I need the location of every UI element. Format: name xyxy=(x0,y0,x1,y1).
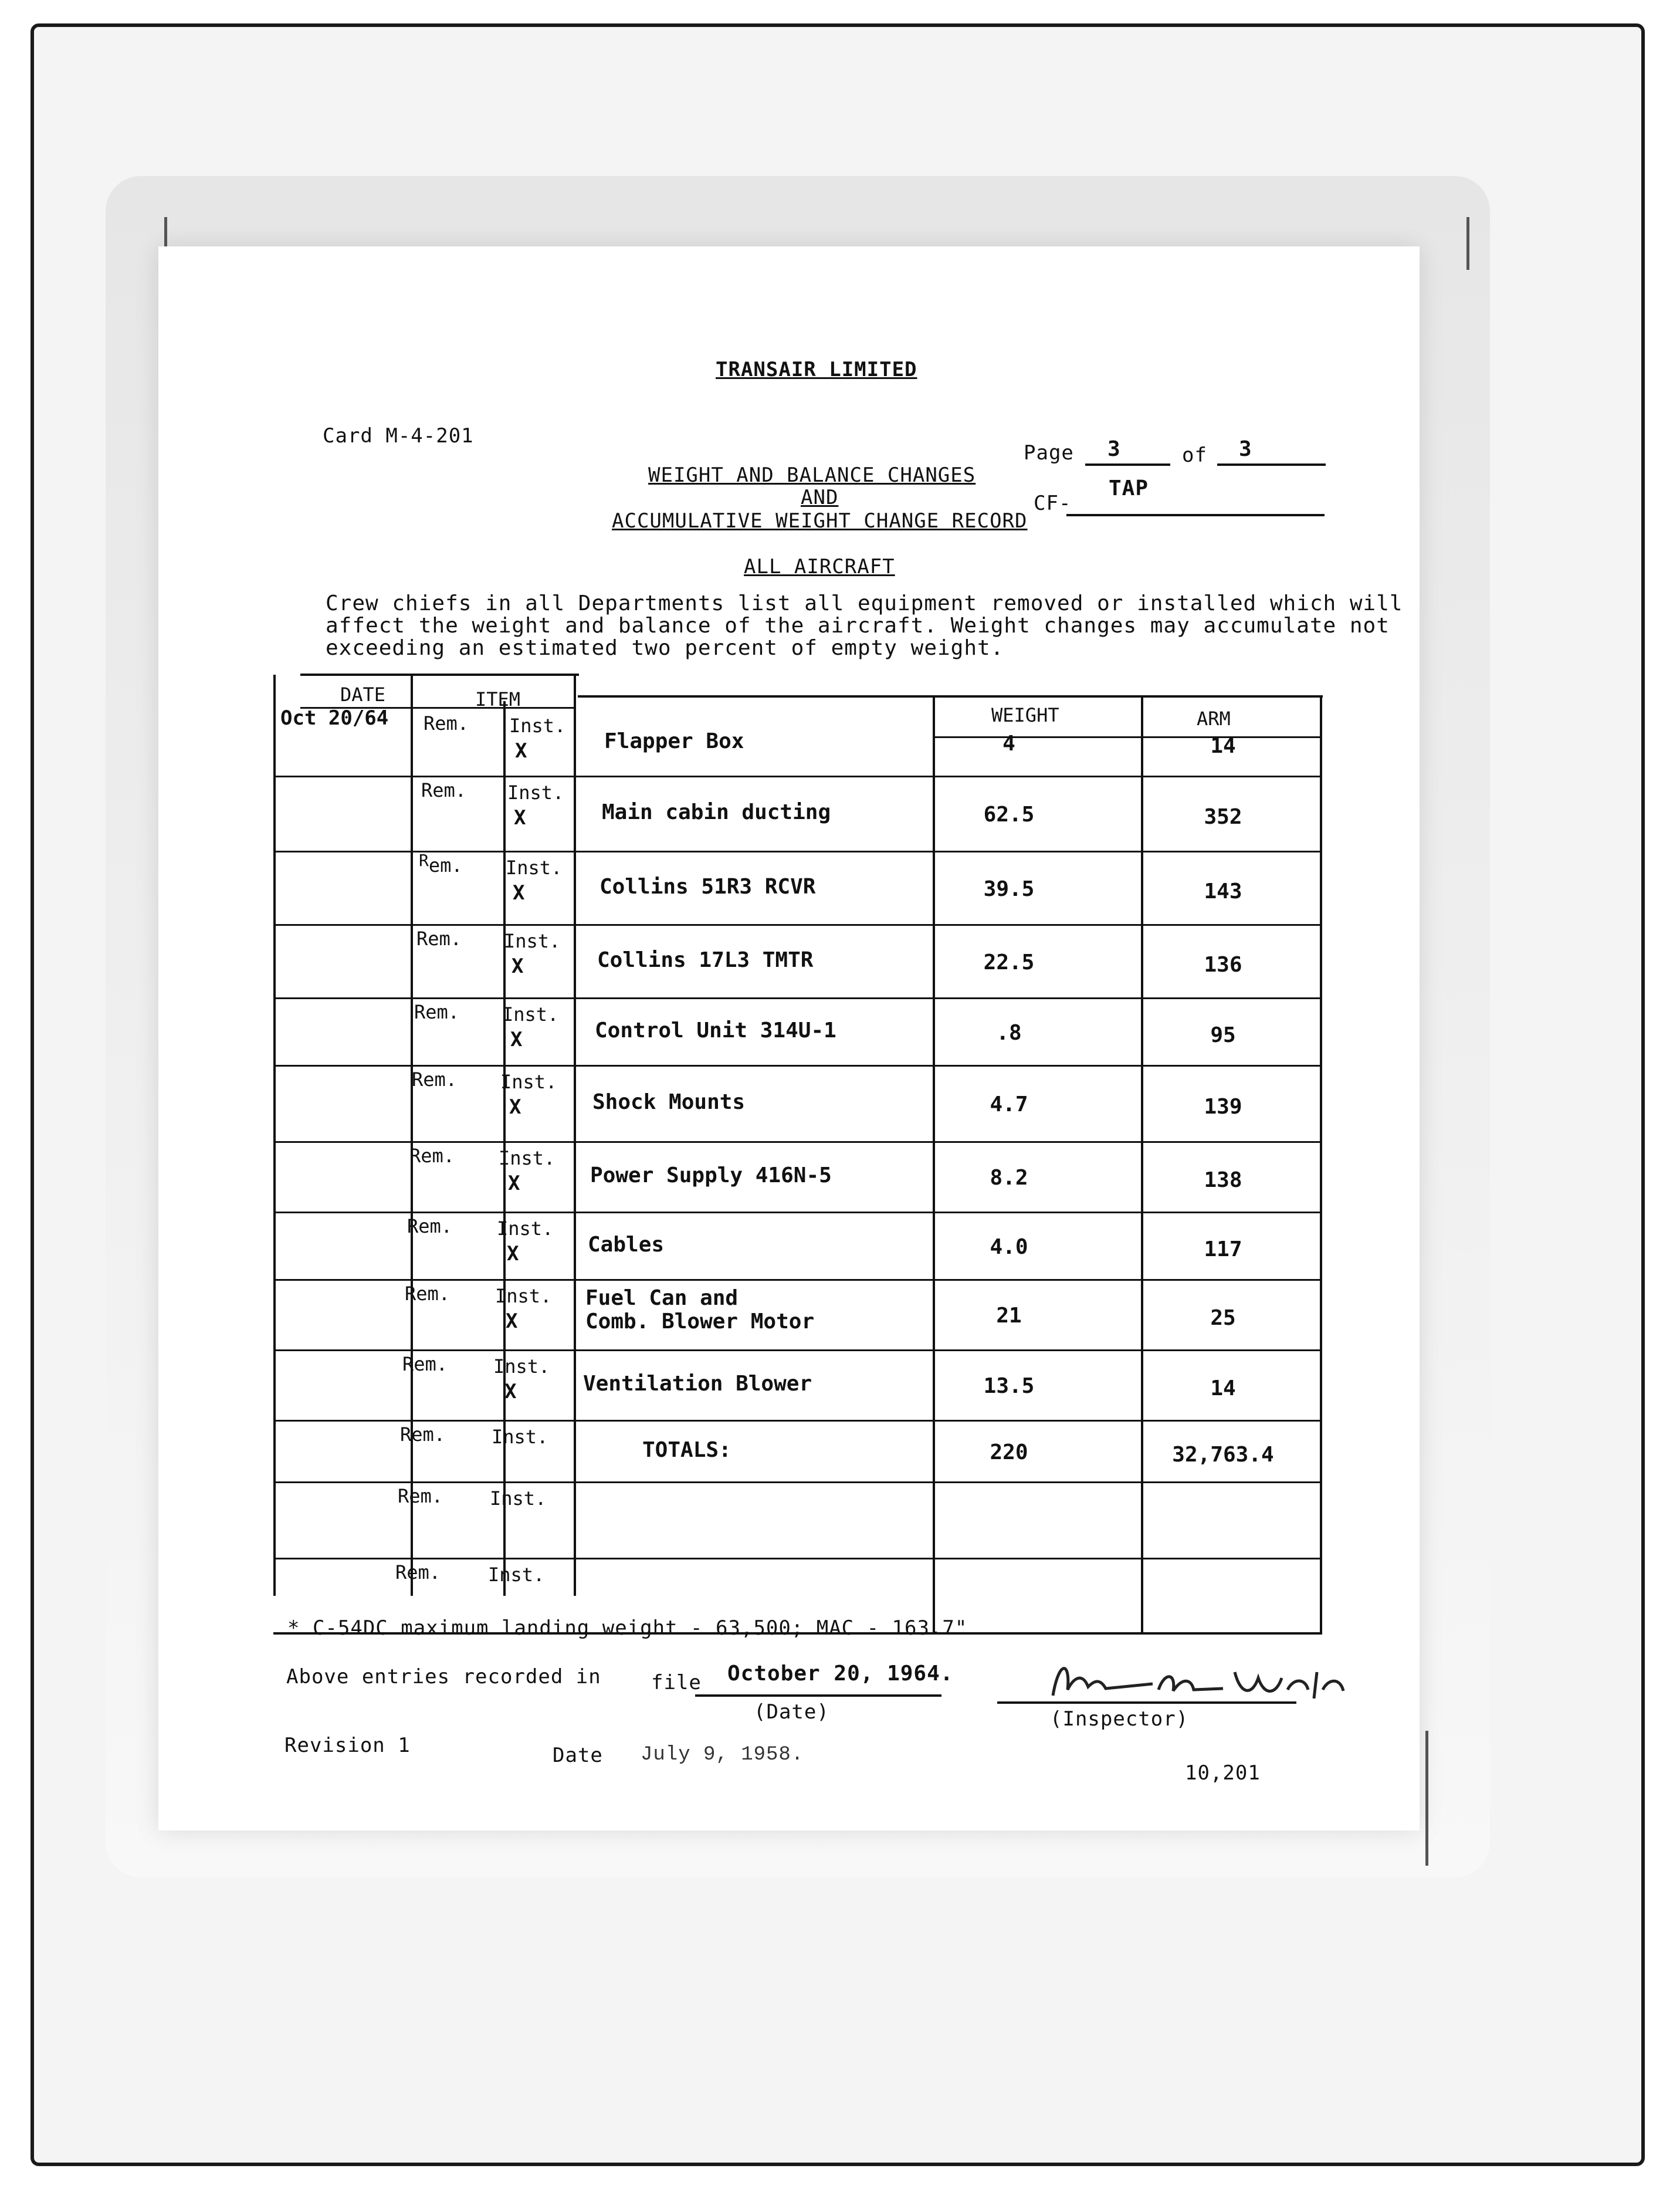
item-column-divider xyxy=(574,675,576,1596)
table-right-border xyxy=(1320,695,1322,1634)
date-column-divider xyxy=(411,675,413,1596)
row-separator xyxy=(273,924,1322,926)
arm-value: 95 xyxy=(1210,1023,1236,1047)
revision-label: Revision 1 xyxy=(284,1734,411,1757)
row-separator xyxy=(273,997,1322,999)
row-separator xyxy=(273,1558,1322,1559)
page-total: 3 xyxy=(1239,437,1252,461)
weight-value: 22.5 xyxy=(983,950,1035,975)
inst-label: Inst. xyxy=(506,857,563,879)
row-date: Oct 20/64 xyxy=(280,706,389,730)
table-top-border xyxy=(300,674,579,676)
inst-label: Inst. xyxy=(490,1487,547,1510)
arm-column-divider xyxy=(1141,695,1143,1634)
page-total-line xyxy=(1217,463,1326,466)
rem-label: Rem. xyxy=(402,1353,448,1375)
weight-column-divider xyxy=(933,695,935,1634)
footnote: * C-54DC maximum landing weight - 63,500; MAC - 163.7" xyxy=(287,1616,968,1640)
weight-value: 62.5 xyxy=(983,803,1035,827)
arm-value: 32,763.4 xyxy=(1172,1442,1274,1467)
item-description: Shock Mounts xyxy=(592,1090,746,1114)
arm-value: 352 xyxy=(1204,805,1242,829)
rem-label: Rem. xyxy=(407,1215,453,1237)
inst-label: Inst. xyxy=(507,781,564,804)
rem-label-rest: em. xyxy=(428,854,463,877)
inspector-caption: (Inspector) xyxy=(1050,1707,1189,1731)
item-description: Ventilation Blower xyxy=(583,1372,812,1396)
arm-value: 25 xyxy=(1210,1306,1236,1330)
header-date: DATE xyxy=(340,684,386,706)
arm-value: 136 xyxy=(1204,952,1242,977)
form-number: 10,201 xyxy=(1185,1761,1261,1785)
row-separator xyxy=(273,1279,1322,1281)
arm-value: 139 xyxy=(1204,1095,1242,1119)
rem-label: Rem. xyxy=(414,1001,460,1023)
instructions-line-3: exceeding an estimated two percent of empty weight. xyxy=(326,636,1004,660)
weight-value: 4.0 xyxy=(990,1234,1028,1259)
rem-label: Rem. xyxy=(405,1283,451,1305)
inst-label: Inst. xyxy=(497,1217,554,1240)
rem-label-raised-r: R xyxy=(419,851,429,870)
signature-scribble xyxy=(1047,1654,1352,1707)
weight-value: 39.5 xyxy=(983,877,1035,901)
item-description: Fuel Can and xyxy=(585,1286,739,1310)
installed-mark: X xyxy=(508,1172,520,1195)
cf-registration: TAP xyxy=(1109,476,1149,500)
page-no-line xyxy=(1085,463,1170,466)
installed-mark: X xyxy=(506,1310,518,1333)
item-description: Collins 17L3 TMTR xyxy=(597,948,814,972)
arm-value: 117 xyxy=(1204,1237,1242,1261)
installed-mark: X xyxy=(515,739,527,763)
item-description: Control Unit 314U-1 xyxy=(595,1018,836,1043)
installed-mark: X xyxy=(507,1242,519,1266)
row-separator xyxy=(273,1065,1322,1067)
of-label: of xyxy=(1182,444,1207,467)
installed-mark: X xyxy=(513,881,525,905)
arm-value: 138 xyxy=(1204,1168,1242,1192)
right-edge-line xyxy=(1425,1731,1428,1866)
item-description: Collins 51R3 RCVR xyxy=(599,874,816,899)
installed-mark: X xyxy=(504,1380,517,1403)
title-line-2: AND xyxy=(801,486,839,509)
cf-line xyxy=(1066,514,1325,516)
installed-mark: X xyxy=(509,1095,521,1119)
inspector-signature xyxy=(1047,1654,1352,1715)
row-separator xyxy=(273,1212,1322,1213)
weight-value: 220 xyxy=(990,1440,1028,1464)
weight-value: 13.5 xyxy=(983,1374,1035,1398)
installed-mark: X xyxy=(510,1028,523,1051)
header-arm: ARM xyxy=(1197,708,1231,730)
header-weight: WEIGHT xyxy=(991,704,1059,726)
inst-label: Inst. xyxy=(509,715,566,737)
item-description: Power Supply 416N-5 xyxy=(590,1163,832,1187)
title-line-1: WEIGHT AND BALANCE CHANGES xyxy=(648,463,976,487)
arm-value: 14 xyxy=(1210,734,1236,758)
rem-label: Rem. xyxy=(398,1485,443,1507)
revision-date: July 9, 1958. xyxy=(641,1744,804,1766)
page-label: Page xyxy=(1024,441,1074,465)
rem-label: Rem. xyxy=(416,928,462,950)
inst-label: Inst. xyxy=(499,1147,556,1169)
row-separator xyxy=(273,1141,1322,1143)
card-number: Card M-4-201 xyxy=(323,424,474,448)
inst-label: Inst. xyxy=(504,930,561,952)
table-top-border-right xyxy=(578,695,1323,698)
weight-value: 4.7 xyxy=(990,1092,1028,1116)
rem-label: Rem. xyxy=(424,712,469,735)
row-separator xyxy=(273,1481,1322,1483)
inst-label: Inst. xyxy=(495,1285,552,1307)
right-corner-mark xyxy=(1466,217,1469,270)
weight-value: 21 xyxy=(996,1304,1022,1328)
row-separator xyxy=(273,851,1322,852)
revision-date-label: Date xyxy=(553,1744,603,1767)
title-line-3: ACCUMULATIVE WEIGHT CHANGE RECORD xyxy=(612,509,1028,533)
weight-value: 8.2 xyxy=(990,1166,1028,1190)
weight-value: .8 xyxy=(996,1020,1022,1045)
instructions-line-1: Crew chiefs in all Departments list all equipment removed or installed which will xyxy=(326,591,1403,615)
row-separator xyxy=(273,1349,1322,1351)
header-item: ITEM xyxy=(475,688,521,710)
rem-label: Rem. xyxy=(421,779,467,801)
date-caption: (Date) xyxy=(754,1700,829,1724)
item-description: Cables xyxy=(588,1232,665,1257)
page-number: 3 xyxy=(1107,437,1121,461)
rem-label: Rem. xyxy=(409,1145,455,1167)
rem-label: Rem. xyxy=(395,1561,441,1584)
inst-label: Inst. xyxy=(488,1564,545,1586)
row-separator xyxy=(273,776,1322,777)
inst-label: Inst. xyxy=(493,1355,550,1378)
file-date-line xyxy=(695,1694,941,1697)
arm-value: 14 xyxy=(1210,1376,1236,1400)
inst-label: Inst. xyxy=(492,1426,548,1448)
cf-label: CF- xyxy=(1034,492,1072,515)
installed-mark: X xyxy=(514,806,526,830)
item-description: Main cabin ducting xyxy=(602,800,831,824)
inst-label: Inst. xyxy=(500,1071,557,1093)
installed-mark: X xyxy=(512,955,524,978)
inst-label: Inst. xyxy=(502,1003,559,1026)
instructions-line-2: affect the weight and balance of the aircraft. Weight changes may accumulate not xyxy=(326,614,1390,638)
rem-label: Rem. xyxy=(400,1423,446,1446)
rem-label xyxy=(419,851,463,877)
recorded-label: Above entries recorded in xyxy=(286,1665,601,1689)
arm-value: 143 xyxy=(1204,879,1242,904)
item-description: Flapper Box xyxy=(604,729,744,753)
file-label: file xyxy=(651,1671,702,1694)
weight-value: 4 xyxy=(1002,732,1015,756)
company-name: TRANSAIR LIMITED xyxy=(716,358,917,381)
table-left-border xyxy=(273,675,276,1596)
rem-label: Rem. xyxy=(412,1068,458,1091)
item-description: TOTALS: xyxy=(642,1437,731,1462)
scope-heading: ALL AIRCRAFT xyxy=(744,555,895,578)
file-date: October 20, 1964. xyxy=(727,1662,954,1686)
item-description-line-2: Comb. Blower Motor xyxy=(585,1310,815,1334)
row-separator xyxy=(273,1420,1322,1422)
